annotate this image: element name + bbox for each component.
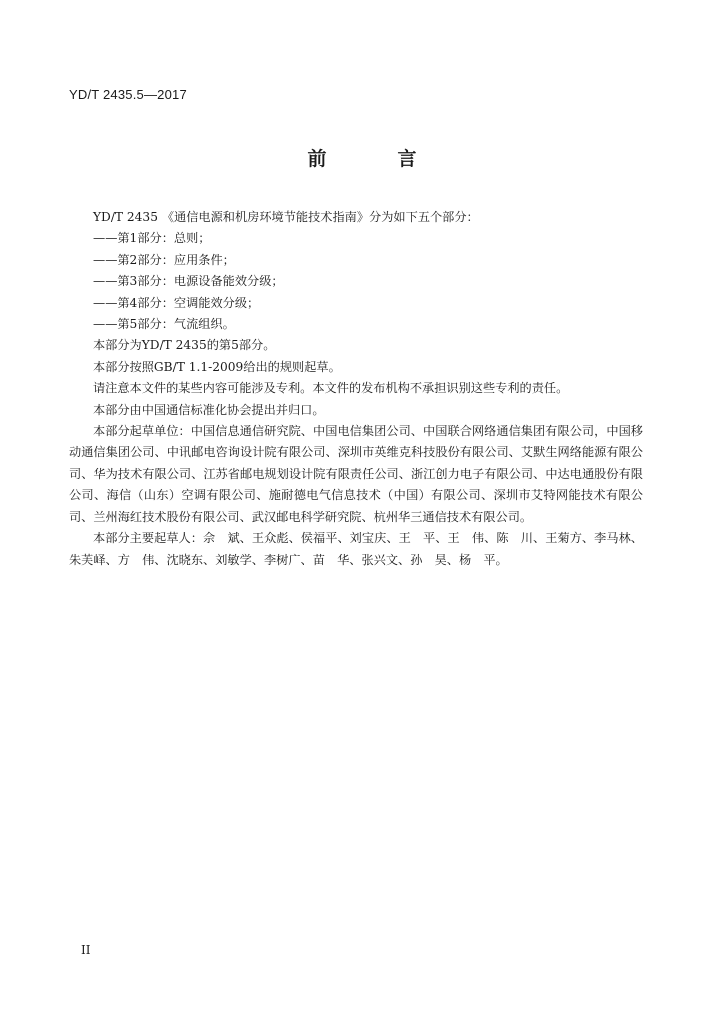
- intro-paragraph: YD/T 2435 《通信电源和机房环境节能技术指南》分为如下五个部分：: [93, 210, 479, 224]
- document-body: [69, 207, 643, 571]
- drafters-paragraph: 本部分主要起草人：佘 斌、王众彪、侯福平、刘宝庆、王 平、王 伟、陈 川、王菊方、李马林、朱芙峄、方 伟、沈晓东、刘敏学、李树广、苗 华、张兴文、孙 昊、杨 平。: [69, 531, 643, 567]
- drafting-units-paragraph: 本部分起草单位：中国信息通信研究院、中国电信集团公司、中国联合网络通信集团有限公司，中国移动通信集团公司、中讯邮电咨询设计院有限公司、深圳市英维克科技股份有限公司、艾默生网络能源有限公司、华为技术有限公司、江苏省邮电规划设计院有限责任公司、浙江创力电子有限公司、中达电通股份有限公司、海信（山东）空调有限公司、施耐德电气信息技术（中国）有限公司、深圳市艾特网能技术有限公司、兰州海红技术股份有限公司、武汉邮电科学研究院、杭州华三通信技术有限公司。: [69, 424, 643, 524]
- part-of-paragraph: 本部分为YD/T 2435的第5部分。: [93, 338, 276, 353]
- patent-notice-paragraph: 请注意本文件的某些内容可能涉及专利。本文件的发布机构不承担识别这些专利的责任。: [93, 381, 569, 396]
- proposed-by-paragraph: 本部分由中国通信标准化协会提出并归口。: [93, 402, 325, 417]
- drafting-rule-paragraph: 本部分按照GB/T 1.1-2009给出的规则起草。: [93, 359, 341, 374]
- part-list-item: ——第4部分：空调能效分级；: [93, 295, 260, 310]
- part-list-item: ——第5部分：气流组织。: [93, 317, 235, 332]
- standard-code: YD/T 2435.5—2017: [69, 87, 187, 102]
- part-list-item: ——第2部分：应用条件；: [93, 252, 235, 267]
- part-list-item: ——第3部分：电源设备能效分级；: [93, 274, 284, 289]
- part-list-item: ——第1部分：总则；: [93, 231, 211, 246]
- page-title: 前 言: [307, 148, 443, 170]
- page-number: II: [81, 943, 91, 957]
